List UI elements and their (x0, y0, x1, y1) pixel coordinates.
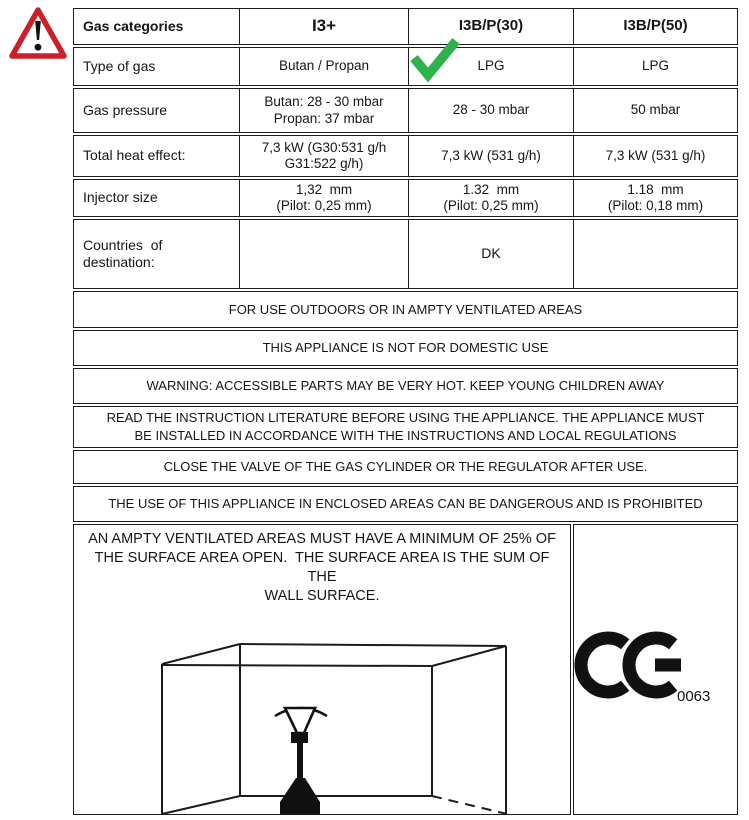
label-text: Total heat effect: (83, 147, 186, 164)
cell-value-empty (574, 220, 737, 288)
cell-value (240, 48, 409, 85)
notice-text: FOR USE OUTDOORS OR IN AMPTY VENTILATED AREAS (228, 301, 583, 317)
value-text: 50 mbar (630, 102, 681, 118)
value-line: Butan: 28 - 30 mbar (264, 94, 384, 110)
ce-mark-panel (573, 524, 738, 815)
value-text: LPG (477, 58, 505, 74)
notice-text: THE USE OF THIS APPLIANCE IN ENCLOSED AREAS CAN BE DANGEROUS AND IS PROHIBITED (108, 496, 703, 512)
cell-value (240, 89, 409, 132)
notice-text: WARNING: ACCESSIBLE PARTS MAY BE VERY HOT. KEEP YOUNG CHILDREN AWAY (146, 378, 665, 394)
label-text: Type of gas (83, 57, 156, 74)
ce-mark-icon (574, 525, 736, 813)
notice-valve (73, 450, 738, 484)
label-line: Countries of (83, 236, 163, 253)
value-line: G31:522 g/h) (284, 156, 364, 171)
value-line: 1.18 mm (627, 181, 684, 197)
ventilation-note-panel (73, 524, 571, 815)
notice-text: THIS APPLIANCE IS NOT FOR DOMESTIC USE (262, 340, 549, 356)
value-line: (Pilot: 0,25 mm) (276, 198, 372, 213)
value-line: Propan: 37 mbar (273, 110, 375, 126)
value-line: (Pilot: 0,18 mm) (607, 198, 704, 213)
cell-value (409, 89, 574, 132)
header-label: Gas categories (83, 17, 184, 34)
notice-instructions (73, 406, 738, 448)
green-check-icon (405, 34, 463, 84)
value-line: 1.32 mm (462, 181, 520, 197)
header-label: I3B/P(50) (623, 17, 688, 35)
note-line: WALL SURFACE. (264, 588, 380, 604)
value-text: 7,3 kW (531 g/h) (605, 147, 706, 163)
label-line: destination: (83, 254, 155, 270)
cell-value (409, 180, 574, 216)
cell-value (574, 48, 737, 85)
note-line: AN AMPTY VENTILATED AREAS MUST HAVE A MINIMUM OF 25% OF (88, 531, 556, 547)
notice-line: READ THE INSTRUCTION LITERATURE BEFORE USING THE APPLIANCE. THE APPLIANCE MUST (106, 410, 705, 426)
value-text: Butan / Propan (278, 58, 370, 74)
row-heat-effect (73, 135, 738, 177)
notice-domestic (73, 330, 738, 366)
value-text: LPG (641, 58, 669, 74)
value-text: DK (481, 245, 501, 262)
row-label (74, 220, 240, 288)
cell-value (574, 136, 737, 176)
patio-heater-icon (275, 708, 327, 814)
cell-value (409, 220, 574, 288)
row-label (74, 89, 240, 132)
cell-value (240, 180, 409, 216)
row-countries (73, 219, 738, 289)
ventilation-note (80, 530, 564, 606)
notice-enclosed (73, 486, 738, 522)
note-line: THE SURFACE AREA OPEN. THE SURFACE AREA IS THE SUM OF THE (94, 550, 554, 585)
value-line: 1,32 mm (295, 181, 353, 197)
value-text: 28 - 30 mbar (452, 102, 530, 118)
row-gas-pressure (73, 88, 738, 133)
cell-value-empty (240, 220, 409, 288)
header-gas-categories (74, 9, 240, 44)
row-label (74, 48, 240, 85)
row-injector-size (73, 179, 738, 217)
notice-text: CLOSE THE VALVE OF THE GAS CYLINDER OR THE REGULATOR AFTER USE. (163, 459, 648, 475)
label-text: Injector size (83, 189, 158, 206)
header-i3plus (240, 9, 409, 44)
cell-value (240, 136, 409, 176)
cell-value (574, 89, 737, 132)
notice-hot-parts (73, 368, 738, 404)
value-line: (Pilot: 0,25 mm) (443, 198, 539, 213)
cell-value (574, 180, 737, 216)
value-line: 7,3 kW (G30:531 g/h (261, 139, 387, 155)
header-label: I3B/P(30) (458, 17, 524, 35)
cell-value (409, 136, 574, 176)
ce-notified-body-number: 0063 (677, 688, 711, 705)
notice-line: BE INSTALLED IN ACCORDANCE WITH THE INSTRUCTIONS AND LOCAL REGULATIONS (134, 428, 677, 443)
row-label (74, 180, 240, 216)
warning-triangle-icon (8, 5, 68, 65)
label-text: Gas pressure (83, 101, 168, 118)
header-i3bp50 (574, 9, 737, 44)
value-text: 7,3 kW (531 g/h) (441, 147, 541, 163)
row-label (74, 136, 240, 176)
header-label: I3+ (311, 16, 337, 36)
notice-outdoors (73, 291, 738, 328)
